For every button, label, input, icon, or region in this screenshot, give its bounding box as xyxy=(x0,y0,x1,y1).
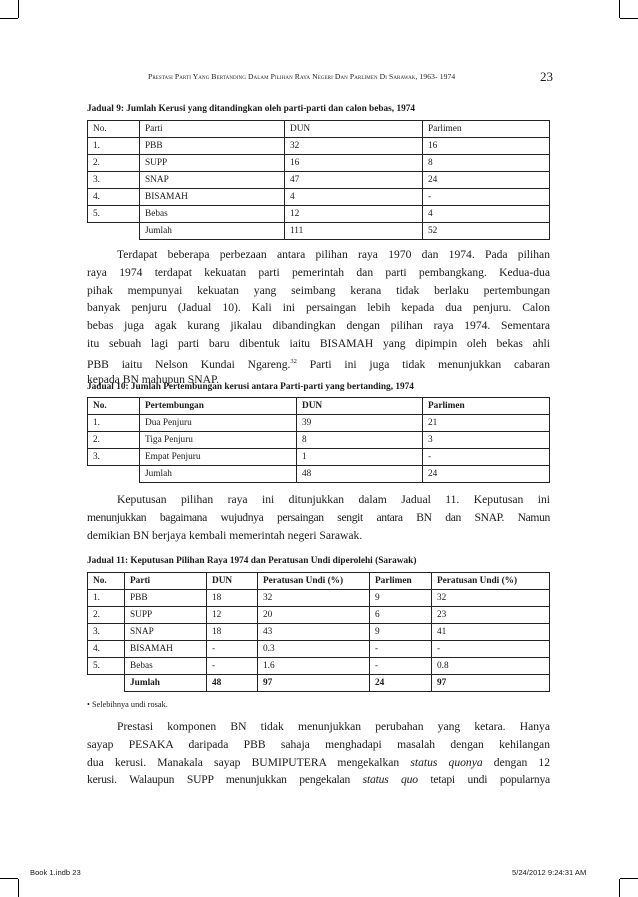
paragraph-2 xyxy=(87,491,550,544)
table-header-row-cell: Parlimen xyxy=(423,121,550,138)
table10 xyxy=(87,397,550,483)
table-header-row-cell: Parti xyxy=(125,573,207,590)
table-header-row-cell: No. xyxy=(88,398,140,415)
para1-line: itu sebuah lagi parti baru dibentuk iaitu BISAMAH yang dipimpin oleh bekas ahli xyxy=(87,336,550,350)
paragraph-3 xyxy=(87,718,550,789)
table-row-cell: 32 xyxy=(432,590,550,607)
table-row-cell: SUPP xyxy=(140,155,285,172)
para1-line: bebas juga agak kurang jikalau dibandingkan dengan pilihan raya 1974. Sementara xyxy=(87,319,550,333)
para3-emphasis: status quonya xyxy=(410,755,483,769)
table-row-cell: 1. xyxy=(88,415,140,432)
table-row-cell: 41 xyxy=(432,624,550,641)
table-row-cell: 16 xyxy=(285,155,423,172)
table-total-row-cell: Jumlah xyxy=(140,466,297,483)
table-header-row-cell: Pertembungan xyxy=(140,398,297,415)
table-total-row-cell: Jumlah xyxy=(125,675,207,692)
table-row-cell: 3. xyxy=(88,172,140,189)
table-row-cell: 8 xyxy=(423,155,550,172)
table-row-cell: 8 xyxy=(297,432,423,449)
table-row-cell: - xyxy=(423,449,550,466)
crop-mark-bottom-right-v xyxy=(619,879,620,897)
table-row-cell: 0.8 xyxy=(432,658,550,675)
table-row-cell: Bebas xyxy=(125,658,207,675)
table-total-row-cell: 111 xyxy=(285,223,423,240)
table-row-cell: - xyxy=(370,658,432,675)
footer-file-info: Book 1.indb 23 xyxy=(30,868,81,877)
table-row-cell: Empat Penjuru xyxy=(140,449,297,466)
table11 xyxy=(87,572,550,692)
table9 xyxy=(87,120,550,240)
crop-mark-top-left-h xyxy=(0,18,18,19)
table-row xyxy=(88,658,550,675)
table-row-cell: BISAMAH xyxy=(125,641,207,658)
table-total-row-cell: 97 xyxy=(432,675,550,692)
table-row xyxy=(88,432,550,449)
para2-line: demikian BN berjaya kembali memerintah negeri Sarawak. xyxy=(87,528,363,542)
table-row-cell: 24 xyxy=(423,172,550,189)
table-row-cell: 18 xyxy=(207,590,258,607)
paragraph-1 xyxy=(87,246,550,388)
table-row-cell: 20 xyxy=(258,607,370,624)
table-row-cell: PBB xyxy=(140,138,285,155)
table-row-cell: PBB xyxy=(125,590,207,607)
table-header-row xyxy=(88,398,550,415)
table-total-row-cell: Jumlah xyxy=(140,223,285,240)
table-row-cell: - xyxy=(370,641,432,658)
page-number: 23 xyxy=(540,69,553,84)
table-row-cell: SUPP xyxy=(125,607,207,624)
table-row-cell: 2. xyxy=(88,155,140,172)
footnote-ref: 32 xyxy=(290,357,297,365)
crop-mark-bottom-right-h xyxy=(620,878,638,879)
para3-line: Prestasi komponen BN tidak menunjukkan perubahan yang ketara. Hanya xyxy=(117,720,550,733)
table-total-row xyxy=(88,675,550,692)
para1-line xyxy=(87,353,550,371)
para1-line: Terdapat beberapa perbezaan antara pilihan raya 1970 dan 1974. Pada pilihan xyxy=(117,248,550,261)
table-row-cell: 1 xyxy=(297,449,423,466)
table-row-cell: 43 xyxy=(258,624,370,641)
crop-mark-bottom-left-v xyxy=(18,879,19,897)
table-row xyxy=(88,138,550,155)
table-header-row-cell: Peratusan Undi (%) xyxy=(432,573,550,590)
table-row-cell: 0.3 xyxy=(258,641,370,658)
table-header-row-cell: No. xyxy=(88,121,140,138)
table-header-row xyxy=(88,121,550,138)
table-total-row-cell xyxy=(88,675,125,692)
para1-line: raya 1974 terdapat kekuatan parti pemerintah dan parti pembangkang. Kedua-dua xyxy=(87,265,550,279)
table-total-row-cell xyxy=(88,223,140,240)
table-row-cell: 5. xyxy=(88,206,140,223)
table-total-row xyxy=(88,223,550,240)
table-row-cell: 12 xyxy=(285,206,423,223)
para3-text: tetapi undi popularnya xyxy=(417,773,550,787)
table-row-cell: - xyxy=(207,641,258,658)
table-header-row-cell: No. xyxy=(88,573,125,590)
table-total-row-cell xyxy=(88,466,140,483)
table11-note: • Selebihnya undi rosak. xyxy=(87,700,168,709)
table-row-cell: 5. xyxy=(88,658,125,675)
table-total-row-cell: 52 xyxy=(423,223,550,240)
table-total-row-cell: 24 xyxy=(423,466,550,483)
table-row-cell: SNAP xyxy=(125,624,207,641)
table-row-cell: 47 xyxy=(285,172,423,189)
crop-mark-top-right-h xyxy=(620,18,638,19)
running-header: Prestasi Parti Yang Bertanding Dalam Pilihan Raya Negeri Dan Parlimen Di Sarawak, 1963- 1974 xyxy=(148,72,456,81)
para3-text: dua kerusi. Manakala sayap BUMIPUTERA mengekalkan xyxy=(87,755,411,769)
table-row xyxy=(88,172,550,189)
table-row-cell: Dua Penjuru xyxy=(140,415,297,432)
table-row xyxy=(88,607,550,624)
table-row xyxy=(88,155,550,172)
crop-mark-bottom-left-h xyxy=(0,878,18,879)
crop-mark-top-left-v xyxy=(18,0,19,18)
table-row-cell: 1.6 xyxy=(258,658,370,675)
table-header-row-cell: Peratusan Undi (%) xyxy=(258,573,370,590)
table-header-row-cell: Parlimen xyxy=(423,398,550,415)
table-total-row-cell: 48 xyxy=(207,675,258,692)
table-row-cell: 23 xyxy=(432,607,550,624)
para3-text: dengan 12 xyxy=(482,755,551,769)
table-row-cell: SNAP xyxy=(140,172,285,189)
table-total-row-cell: 24 xyxy=(370,675,432,692)
table-row-cell: Tiga Penjuru xyxy=(140,432,297,449)
table-row-cell: 39 xyxy=(297,415,423,432)
table-total-row xyxy=(88,466,550,483)
table-row-cell: - xyxy=(207,658,258,675)
para1-line-text: PBB iaitu Nelson Kundai Ngareng. xyxy=(87,357,291,371)
table-row-cell: 3. xyxy=(88,449,140,466)
table-row-cell: 9 xyxy=(370,590,432,607)
para1-line-tail: Parti ini juga tidak menunjukkan cabaran xyxy=(296,357,550,371)
table-row-cell: 21 xyxy=(423,415,550,432)
table-row-cell: 6 xyxy=(370,607,432,624)
table-row-cell: 32 xyxy=(285,138,423,155)
para2-line: menunjukkan bagaimana wujudnya persaingan sengit antara BN dan SNAP. Namun xyxy=(87,510,550,524)
para3-line: sayap PESAKA daripada PBB sahaja menghadapi masalah dengan kehilangan xyxy=(87,737,550,751)
table-row-cell: 1. xyxy=(88,138,140,155)
table-row xyxy=(88,189,550,206)
para1-line: kepada BN mahupun SNAP. xyxy=(87,372,220,386)
table-header-row-cell: DUN xyxy=(297,398,423,415)
para3-emphasis: status quo xyxy=(362,773,418,787)
table-header-row-cell: DUN xyxy=(285,121,423,138)
table-row xyxy=(88,590,550,607)
table11-caption: Jadual 11: Keputusan Pilihan Raya 1974 dan Peratusan Undi diperolehi (Sarawak) xyxy=(87,556,417,566)
table-row-cell: 4. xyxy=(88,641,125,658)
table-row-cell: 2. xyxy=(88,432,140,449)
table-row-cell: 12 xyxy=(207,607,258,624)
table-row-cell: - xyxy=(432,641,550,658)
para3-text: kerusi. Walaupun SUPP menunjukkan pengekalan xyxy=(87,773,363,787)
table-row-cell: 16 xyxy=(423,138,550,155)
table9-caption: Jadual 9: Jumlah Kerusi yang ditandingkan oleh parti-parti dan calon bebas, 1974 xyxy=(87,104,416,114)
table-row-cell: Bebas xyxy=(140,206,285,223)
table10-caption: Jadual 10: Jumlah Pertembungan kerusi antara Parti-parti yang bertanding, 1974 xyxy=(87,382,414,392)
table-header-row xyxy=(88,573,550,590)
table-header-row-cell: Parti xyxy=(140,121,285,138)
table-row-cell: 1. xyxy=(88,590,125,607)
table-total-row-cell: 97 xyxy=(258,675,370,692)
table-row-cell: 4 xyxy=(423,206,550,223)
table-row-cell: 32 xyxy=(258,590,370,607)
table-row xyxy=(88,206,550,223)
table-row xyxy=(88,641,550,658)
para3-line xyxy=(87,754,550,772)
table-header-row-cell: DUN xyxy=(207,573,258,590)
para1-line: banyak penjuru (Jadual 10). Kali ini persaingan lebih kepada dua penjuru. Calon xyxy=(87,301,550,315)
table-row xyxy=(88,624,550,641)
table-row-cell: BISAMAH xyxy=(140,189,285,206)
para2-line: Keputusan pilihan raya ini ditunjukkan dalam Jadual 11. Keputusan ini xyxy=(117,493,550,506)
table-header-row-cell: Parlimen xyxy=(370,573,432,590)
table-row-cell: 4. xyxy=(88,189,140,206)
table-row-cell: 2. xyxy=(88,607,125,624)
crop-mark-top-right-v xyxy=(619,0,620,18)
para1-line: pihak mempunyai kekuatan yang seimbang kerana tidak berlaku pertembungan xyxy=(87,283,550,297)
table-row xyxy=(88,415,550,432)
table-total-row-cell: 48 xyxy=(297,466,423,483)
table-row xyxy=(88,449,550,466)
para3-line xyxy=(87,771,550,789)
table-row-cell: - xyxy=(423,189,550,206)
table-row-cell: 3. xyxy=(88,624,125,641)
table-row-cell: 18 xyxy=(207,624,258,641)
table-row-cell: 9 xyxy=(370,624,432,641)
footer-timestamp: 5/24/2012 9:24:31 AM xyxy=(512,868,587,877)
table-row-cell: 3 xyxy=(423,432,550,449)
table-row-cell: 4 xyxy=(285,189,423,206)
